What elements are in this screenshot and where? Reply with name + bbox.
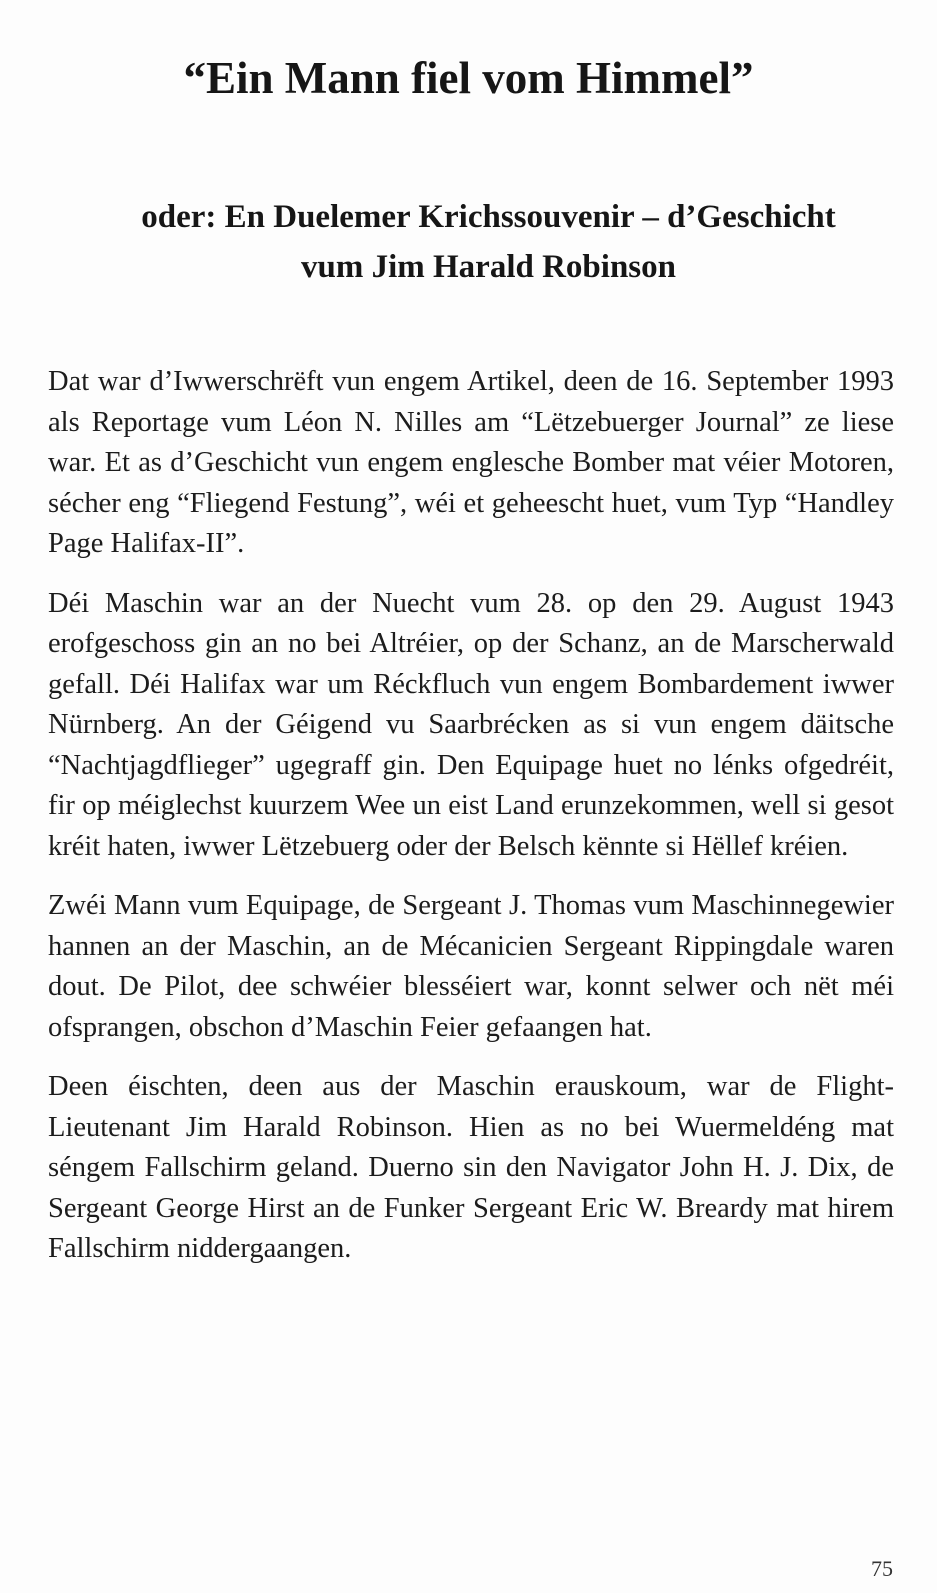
page-number: 75 xyxy=(871,1556,893,1581)
paragraph-4: Deen éischten, deen aus der Maschin erauskoum, war de Flight-Lieutenant Jim Harald Robinson. Hien as no bei Wuermeldéng mat séngem Fallschirm geland. Duerno sin den Navigator John H. J. Dix, de Sergeant George Hirst an de Funker Sergeant Eric W. Breardy mat hirem Fallschirm niddergaangen. xyxy=(48,1071,894,1264)
subtitle-line-1: oder: En Duelemer Krichssouvenir – d’Geschicht xyxy=(141,199,836,235)
paragraph-2: Déi Maschin war an der Nuecht vum 28. op den 29. August 1943 erofgeschoss gin an no bei Altréier, op der Schanz, an de Marscherwald gefall. Déi Halifax war um Réckfluch vun engem Bombardement iwwer Nürnberg. An der Géigend vu Saarbrécken as si vun engem däitsche “Nachtjagdflieger” ugegraff gin. Den Equipage huet no lénks ofgedréit, fir op méiglechst kuurzem Wee un eist Land erunzekommen, well si gesot kréit haten, iwwer Lëtzebuerg oder der Belsch kënnte si Hëllef kréien. xyxy=(48,587,894,862)
subtitle-line-2: vum Jim Harald Robinson xyxy=(301,249,676,285)
paragraph-1: Dat war d’Iwwerschrëft vun engem Artikel, deen de 16. September 1993 als Reportage vum Léon N. Nilles am “Lëtzebuerger Journal” ze liese war. Et as d’Geschicht vun engem englesche Bomber mat véier Motoren, sécher eng “Fliegend Festung”, wéi et geheescht huet, vum Typ “Handley Page Halifax-II”. xyxy=(48,366,894,559)
article-subtitle xyxy=(60,192,917,292)
paragraph-3: Zwéi Mann vum Equipage, de Sergeant J. Thomas vum Maschinnegewier hannen an der Maschin, an de Mécanicien Sergeant Rippingdale waren dout. De Pilot, dee schwéier blesséiert war, konnt selwer och nët méi ofsprangen, obschon d’Maschin Feier gefaangen hat. xyxy=(48,890,894,1043)
article-title: “Ein Mann fiel vom Himmel” xyxy=(183,53,754,103)
article-body xyxy=(48,362,894,1289)
